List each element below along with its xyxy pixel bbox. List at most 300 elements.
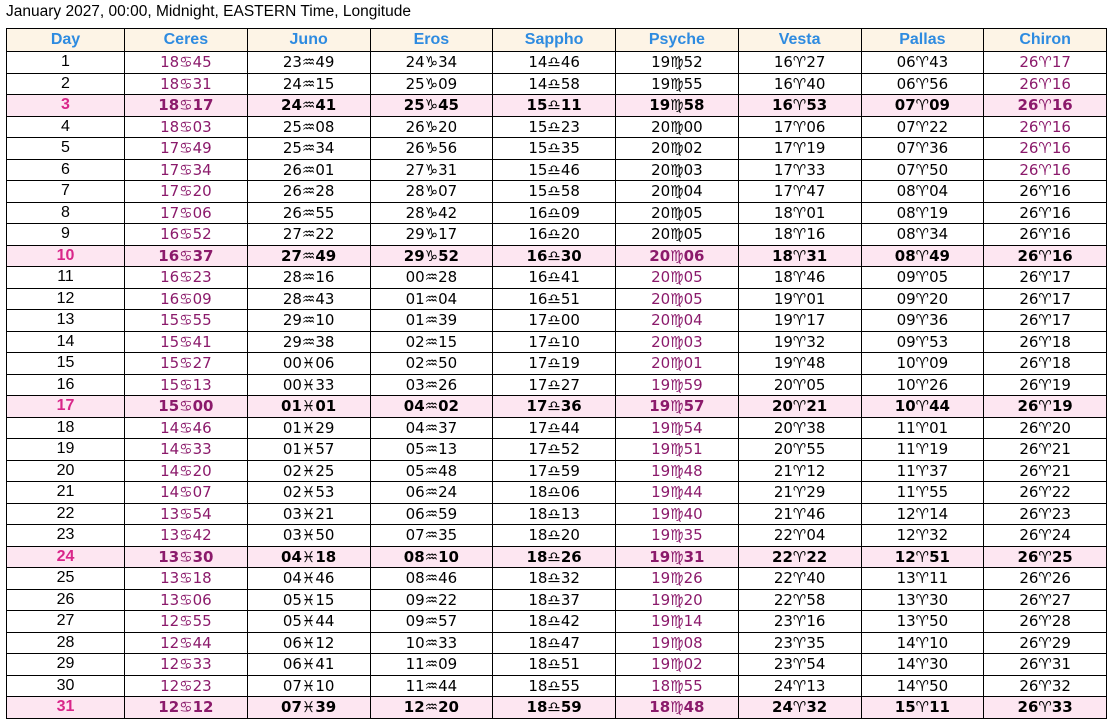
cell-sappho: 17♎44 (493, 417, 616, 439)
cell-eros: 07♒35 (370, 525, 493, 547)
cell-vesta: 23♈35 (738, 632, 861, 654)
cell-vesta: 21♈46 (738, 503, 861, 525)
cell-day: 20 (7, 460, 125, 482)
cell-ceres: 18♋45 (125, 52, 248, 74)
table-row (7, 482, 1107, 504)
cell-day: 23 (7, 525, 125, 547)
table-row (7, 374, 1107, 396)
cell-vesta: 20♈55 (738, 439, 861, 461)
cell-eros: 26♑20 (370, 116, 493, 138)
cell-eros: 09♒57 (370, 611, 493, 633)
cell-pallas: 09♈05 (861, 267, 984, 289)
cell-juno: 24♒15 (247, 73, 370, 95)
cell-day: 18 (7, 417, 125, 439)
cell-sappho: 17♎27 (493, 374, 616, 396)
column-header-chiron: Chiron (984, 29, 1107, 52)
cell-ceres: 17♋34 (125, 159, 248, 181)
cell-juno: 24♒41 (247, 95, 370, 117)
cell-psyche: 19♍40 (616, 503, 739, 525)
cell-psyche: 19♍35 (616, 525, 739, 547)
cell-sappho: 18♎06 (493, 482, 616, 504)
cell-eros: 01♒39 (370, 310, 493, 332)
cell-day: 5 (7, 138, 125, 160)
cell-psyche: 19♍31 (616, 546, 739, 568)
cell-juno: 06♓41 (247, 654, 370, 676)
column-header-sappho: Sappho (493, 29, 616, 52)
cell-ceres: 15♋00 (125, 396, 248, 418)
table-row (7, 202, 1107, 224)
cell-sappho: 17♎00 (493, 310, 616, 332)
cell-pallas: 14♈50 (861, 675, 984, 697)
cell-juno: 28♒16 (247, 267, 370, 289)
cell-chiron: 26♈21 (984, 439, 1107, 461)
cell-chiron: 26♈31 (984, 654, 1107, 676)
cell-sappho: 16♎51 (493, 288, 616, 310)
table-row (7, 331, 1107, 353)
cell-eros: 02♒15 (370, 331, 493, 353)
cell-psyche: 20♍05 (616, 202, 739, 224)
cell-eros: 28♑42 (370, 202, 493, 224)
cell-chiron: 26♈16 (984, 224, 1107, 246)
cell-chiron: 26♈16 (984, 73, 1107, 95)
cell-psyche: 19♍57 (616, 396, 739, 418)
cell-day: 21 (7, 482, 125, 504)
cell-ceres: 16♋52 (125, 224, 248, 246)
cell-day: 6 (7, 159, 125, 181)
cell-ceres: 15♋13 (125, 374, 248, 396)
cell-chiron: 26♈25 (984, 546, 1107, 568)
cell-day: 29 (7, 654, 125, 676)
cell-juno: 04♓18 (247, 546, 370, 568)
cell-chiron: 26♈18 (984, 331, 1107, 353)
cell-juno: 04♓46 (247, 568, 370, 590)
cell-juno: 03♓21 (247, 503, 370, 525)
cell-sappho: 16♎09 (493, 202, 616, 224)
cell-day: 13 (7, 310, 125, 332)
cell-pallas: 07♈22 (861, 116, 984, 138)
cell-chiron: 26♈16 (984, 116, 1107, 138)
cell-pallas: 14♈30 (861, 654, 984, 676)
cell-pallas: 08♈04 (861, 181, 984, 203)
cell-vesta: 18♈01 (738, 202, 861, 224)
cell-vesta: 18♈46 (738, 267, 861, 289)
cell-chiron: 26♈33 (984, 697, 1107, 719)
cell-chiron: 26♈16 (984, 95, 1107, 117)
cell-vesta: 16♈40 (738, 73, 861, 95)
cell-vesta: 19♈32 (738, 331, 861, 353)
cell-day: 4 (7, 116, 125, 138)
cell-day: 26 (7, 589, 125, 611)
cell-day: 31 (7, 697, 125, 719)
cell-juno: 06♓12 (247, 632, 370, 654)
cell-ceres: 12♋23 (125, 675, 248, 697)
cell-eros: 09♒22 (370, 589, 493, 611)
cell-eros: 04♒37 (370, 417, 493, 439)
cell-ceres: 16♋09 (125, 288, 248, 310)
cell-sappho: 18♎47 (493, 632, 616, 654)
cell-day: 10 (7, 245, 125, 267)
cell-vesta: 17♈33 (738, 159, 861, 181)
cell-vesta: 18♈16 (738, 224, 861, 246)
cell-psyche: 19♍08 (616, 632, 739, 654)
table-row (7, 116, 1107, 138)
cell-vesta: 17♈06 (738, 116, 861, 138)
cell-day: 9 (7, 224, 125, 246)
cell-chiron: 26♈19 (984, 396, 1107, 418)
column-header-juno: Juno (247, 29, 370, 52)
cell-ceres: 12♋12 (125, 697, 248, 719)
cell-juno: 01♓01 (247, 396, 370, 418)
cell-psyche: 20♍05 (616, 267, 739, 289)
cell-vesta: 22♈40 (738, 568, 861, 590)
cell-sappho: 14♎46 (493, 52, 616, 74)
cell-sappho: 16♎20 (493, 224, 616, 246)
cell-psyche: 20♍04 (616, 181, 739, 203)
cell-day: 8 (7, 202, 125, 224)
cell-eros: 10♒33 (370, 632, 493, 654)
cell-pallas: 11♈55 (861, 482, 984, 504)
cell-eros: 03♒26 (370, 374, 493, 396)
cell-psyche: 19♍51 (616, 439, 739, 461)
cell-juno: 01♓29 (247, 417, 370, 439)
cell-eros: 11♒09 (370, 654, 493, 676)
cell-juno: 29♒10 (247, 310, 370, 332)
cell-chiron: 26♈26 (984, 568, 1107, 590)
cell-pallas: 10♈26 (861, 374, 984, 396)
cell-vesta: 19♈01 (738, 288, 861, 310)
column-header-vesta: Vesta (738, 29, 861, 52)
cell-pallas: 13♈50 (861, 611, 984, 633)
cell-ceres: 15♋41 (125, 331, 248, 353)
cell-psyche: 19♍58 (616, 95, 739, 117)
cell-sappho: 18♎37 (493, 589, 616, 611)
cell-day: 27 (7, 611, 125, 633)
cell-day: 7 (7, 181, 125, 203)
cell-day: 12 (7, 288, 125, 310)
cell-day: 17 (7, 396, 125, 418)
cell-psyche: 18♍48 (616, 697, 739, 719)
cell-juno: 05♓44 (247, 611, 370, 633)
cell-juno: 26♒28 (247, 181, 370, 203)
cell-ceres: 17♋06 (125, 202, 248, 224)
table-row (7, 73, 1107, 95)
cell-sappho: 17♎36 (493, 396, 616, 418)
table-row (7, 417, 1107, 439)
cell-vesta: 17♈19 (738, 138, 861, 160)
cell-sappho: 18♎59 (493, 697, 616, 719)
cell-juno: 00♓06 (247, 353, 370, 375)
table-row (7, 159, 1107, 181)
cell-sappho: 16♎41 (493, 267, 616, 289)
column-header-psyche: Psyche (616, 29, 739, 52)
cell-juno: 07♓39 (247, 697, 370, 719)
cell-sappho: 18♎20 (493, 525, 616, 547)
cell-vesta: 24♈13 (738, 675, 861, 697)
column-header-pallas: Pallas (861, 29, 984, 52)
table-row (7, 525, 1107, 547)
cell-ceres: 16♋23 (125, 267, 248, 289)
table-row (7, 697, 1107, 719)
table-row (7, 589, 1107, 611)
cell-chiron: 26♈27 (984, 589, 1107, 611)
cell-ceres: 13♋54 (125, 503, 248, 525)
cell-day: 14 (7, 331, 125, 353)
table-row (7, 654, 1107, 676)
cell-ceres: 15♋55 (125, 310, 248, 332)
cell-day: 1 (7, 52, 125, 74)
table-row (7, 353, 1107, 375)
cell-pallas: 10♈09 (861, 353, 984, 375)
cell-eros: 11♒44 (370, 675, 493, 697)
cell-sappho: 15♎58 (493, 181, 616, 203)
cell-ceres: 13♋30 (125, 546, 248, 568)
cell-pallas: 11♈01 (861, 417, 984, 439)
cell-psyche: 19♍26 (616, 568, 739, 590)
cell-ceres: 17♋20 (125, 181, 248, 203)
cell-pallas: 11♈19 (861, 439, 984, 461)
cell-eros: 29♑52 (370, 245, 493, 267)
cell-ceres: 13♋18 (125, 568, 248, 590)
cell-sappho: 17♎52 (493, 439, 616, 461)
cell-juno: 00♓33 (247, 374, 370, 396)
table-row (7, 546, 1107, 568)
cell-pallas: 10♈44 (861, 396, 984, 418)
cell-chiron: 26♈16 (984, 245, 1107, 267)
cell-vesta: 22♈58 (738, 589, 861, 611)
cell-juno: 29♒38 (247, 331, 370, 353)
cell-juno: 27♒22 (247, 224, 370, 246)
cell-chiron: 26♈16 (984, 202, 1107, 224)
cell-day: 24 (7, 546, 125, 568)
cell-pallas: 11♈37 (861, 460, 984, 482)
cell-eros: 05♒13 (370, 439, 493, 461)
cell-juno: 03♓50 (247, 525, 370, 547)
table-row (7, 138, 1107, 160)
cell-pallas: 07♈36 (861, 138, 984, 160)
cell-chiron: 26♈16 (984, 138, 1107, 160)
cell-psyche: 19♍54 (616, 417, 739, 439)
cell-chiron: 26♈17 (984, 288, 1107, 310)
cell-day: 30 (7, 675, 125, 697)
cell-psyche: 20♍04 (616, 310, 739, 332)
cell-sappho: 15♎23 (493, 116, 616, 138)
cell-pallas: 15♈11 (861, 697, 984, 719)
cell-day: 25 (7, 568, 125, 590)
cell-vesta: 17♈47 (738, 181, 861, 203)
cell-juno: 27♒49 (247, 245, 370, 267)
cell-day: 16 (7, 374, 125, 396)
cell-eros: 06♒59 (370, 503, 493, 525)
cell-eros: 00♒28 (370, 267, 493, 289)
cell-ceres: 16♋37 (125, 245, 248, 267)
cell-eros: 12♒20 (370, 697, 493, 719)
table-row (7, 288, 1107, 310)
cell-chiron: 26♈17 (984, 267, 1107, 289)
cell-psyche: 20♍00 (616, 116, 739, 138)
cell-pallas: 09♈20 (861, 288, 984, 310)
table-row (7, 675, 1107, 697)
cell-sappho: 18♎51 (493, 654, 616, 676)
table-row (7, 503, 1107, 525)
cell-eros: 28♑07 (370, 181, 493, 203)
cell-juno: 07♓10 (247, 675, 370, 697)
cell-chiron: 26♈32 (984, 675, 1107, 697)
cell-vesta: 24♈32 (738, 697, 861, 719)
cell-eros: 08♒10 (370, 546, 493, 568)
cell-vesta: 22♈22 (738, 546, 861, 568)
cell-day: 19 (7, 439, 125, 461)
cell-juno: 26♒55 (247, 202, 370, 224)
page-title: January 2027, 00:00, Midnight, EASTERN Time, Longitude (6, 3, 411, 20)
table-row (7, 267, 1107, 289)
cell-pallas: 06♈43 (861, 52, 984, 74)
cell-eros: 01♒04 (370, 288, 493, 310)
cell-ceres: 17♋49 (125, 138, 248, 160)
cell-sappho: 17♎19 (493, 353, 616, 375)
cell-eros: 05♒48 (370, 460, 493, 482)
cell-sappho: 18♎26 (493, 546, 616, 568)
table-row (7, 460, 1107, 482)
cell-sappho: 16♎30 (493, 245, 616, 267)
table-row (7, 632, 1107, 654)
cell-chiron: 26♈20 (984, 417, 1107, 439)
cell-chiron: 26♈23 (984, 503, 1107, 525)
cell-psyche: 20♍03 (616, 159, 739, 181)
cell-eros: 26♑56 (370, 138, 493, 160)
cell-eros: 02♒50 (370, 353, 493, 375)
cell-day: 22 (7, 503, 125, 525)
cell-juno: 02♓53 (247, 482, 370, 504)
cell-chiron: 26♈24 (984, 525, 1107, 547)
cell-day: 11 (7, 267, 125, 289)
cell-chiron: 26♈17 (984, 52, 1107, 74)
ephemeris-table (6, 28, 1107, 719)
cell-ceres: 14♋07 (125, 482, 248, 504)
cell-vesta: 22♈04 (738, 525, 861, 547)
cell-day: 2 (7, 73, 125, 95)
cell-psyche: 20♍06 (616, 245, 739, 267)
cell-juno: 02♓25 (247, 460, 370, 482)
cell-chiron: 26♈22 (984, 482, 1107, 504)
cell-sappho: 18♎32 (493, 568, 616, 590)
cell-pallas: 12♈14 (861, 503, 984, 525)
cell-sappho: 17♎59 (493, 460, 616, 482)
cell-ceres: 13♋06 (125, 589, 248, 611)
cell-chiron: 26♈19 (984, 374, 1107, 396)
cell-eros: 29♑17 (370, 224, 493, 246)
column-header-day: Day (7, 29, 125, 52)
cell-day: 3 (7, 95, 125, 117)
cell-ceres: 18♋31 (125, 73, 248, 95)
table-row (7, 224, 1107, 246)
cell-day: 15 (7, 353, 125, 375)
cell-vesta: 19♈17 (738, 310, 861, 332)
cell-vesta: 16♈27 (738, 52, 861, 74)
cell-psyche: 20♍05 (616, 224, 739, 246)
cell-psyche: 19♍20 (616, 589, 739, 611)
cell-pallas: 12♈32 (861, 525, 984, 547)
cell-juno: 28♒43 (247, 288, 370, 310)
cell-ceres: 15♋27 (125, 353, 248, 375)
cell-chiron: 26♈17 (984, 310, 1107, 332)
cell-juno: 26♒01 (247, 159, 370, 181)
cell-sappho: 18♎13 (493, 503, 616, 525)
cell-psyche: 19♍14 (616, 611, 739, 633)
cell-juno: 25♒34 (247, 138, 370, 160)
cell-vesta: 23♈16 (738, 611, 861, 633)
table-row (7, 396, 1107, 418)
column-header-eros: Eros (370, 29, 493, 52)
cell-day: 28 (7, 632, 125, 654)
header-row (7, 29, 1107, 52)
cell-eros: 04♒02 (370, 396, 493, 418)
cell-psyche: 19♍52 (616, 52, 739, 74)
cell-psyche: 18♍55 (616, 675, 739, 697)
cell-ceres: 13♋42 (125, 525, 248, 547)
table-row (7, 568, 1107, 590)
cell-ceres: 14♋20 (125, 460, 248, 482)
cell-juno: 25♒08 (247, 116, 370, 138)
cell-ceres: 12♋44 (125, 632, 248, 654)
cell-ceres: 14♋33 (125, 439, 248, 461)
cell-psyche: 19♍02 (616, 654, 739, 676)
cell-pallas: 08♈34 (861, 224, 984, 246)
cell-eros: 08♒46 (370, 568, 493, 590)
cell-eros: 27♑31 (370, 159, 493, 181)
cell-vesta: 20♈05 (738, 374, 861, 396)
cell-ceres: 12♋33 (125, 654, 248, 676)
table-row (7, 95, 1107, 117)
cell-chiron: 26♈29 (984, 632, 1107, 654)
cell-juno: 05♓15 (247, 589, 370, 611)
cell-vesta: 21♈29 (738, 482, 861, 504)
cell-pallas: 09♈53 (861, 331, 984, 353)
cell-sappho: 14♎58 (493, 73, 616, 95)
table-row (7, 245, 1107, 267)
cell-eros: 24♑34 (370, 52, 493, 74)
cell-pallas: 09♈36 (861, 310, 984, 332)
cell-eros: 25♑09 (370, 73, 493, 95)
cell-chiron: 26♈28 (984, 611, 1107, 633)
cell-sappho: 15♎46 (493, 159, 616, 181)
cell-vesta: 16♈53 (738, 95, 861, 117)
cell-psyche: 20♍02 (616, 138, 739, 160)
cell-pallas: 07♈09 (861, 95, 984, 117)
table-row (7, 52, 1107, 74)
column-header-ceres: Ceres (125, 29, 248, 52)
cell-vesta: 23♈54 (738, 654, 861, 676)
cell-ceres: 12♋55 (125, 611, 248, 633)
cell-sappho: 15♎11 (493, 95, 616, 117)
cell-chiron: 26♈21 (984, 460, 1107, 482)
cell-chiron: 26♈16 (984, 181, 1107, 203)
cell-sappho: 15♎35 (493, 138, 616, 160)
cell-sappho: 18♎55 (493, 675, 616, 697)
cell-eros: 25♑45 (370, 95, 493, 117)
cell-psyche: 19♍55 (616, 73, 739, 95)
cell-pallas: 12♈51 (861, 546, 984, 568)
cell-pallas: 08♈49 (861, 245, 984, 267)
table-row (7, 310, 1107, 332)
cell-ceres: 18♋03 (125, 116, 248, 138)
cell-pallas: 13♈30 (861, 589, 984, 611)
cell-psyche: 19♍59 (616, 374, 739, 396)
cell-ceres: 14♋46 (125, 417, 248, 439)
cell-chiron: 26♈16 (984, 159, 1107, 181)
cell-psyche: 20♍03 (616, 331, 739, 353)
cell-ceres: 18♋17 (125, 95, 248, 117)
cell-pallas: 13♈11 (861, 568, 984, 590)
